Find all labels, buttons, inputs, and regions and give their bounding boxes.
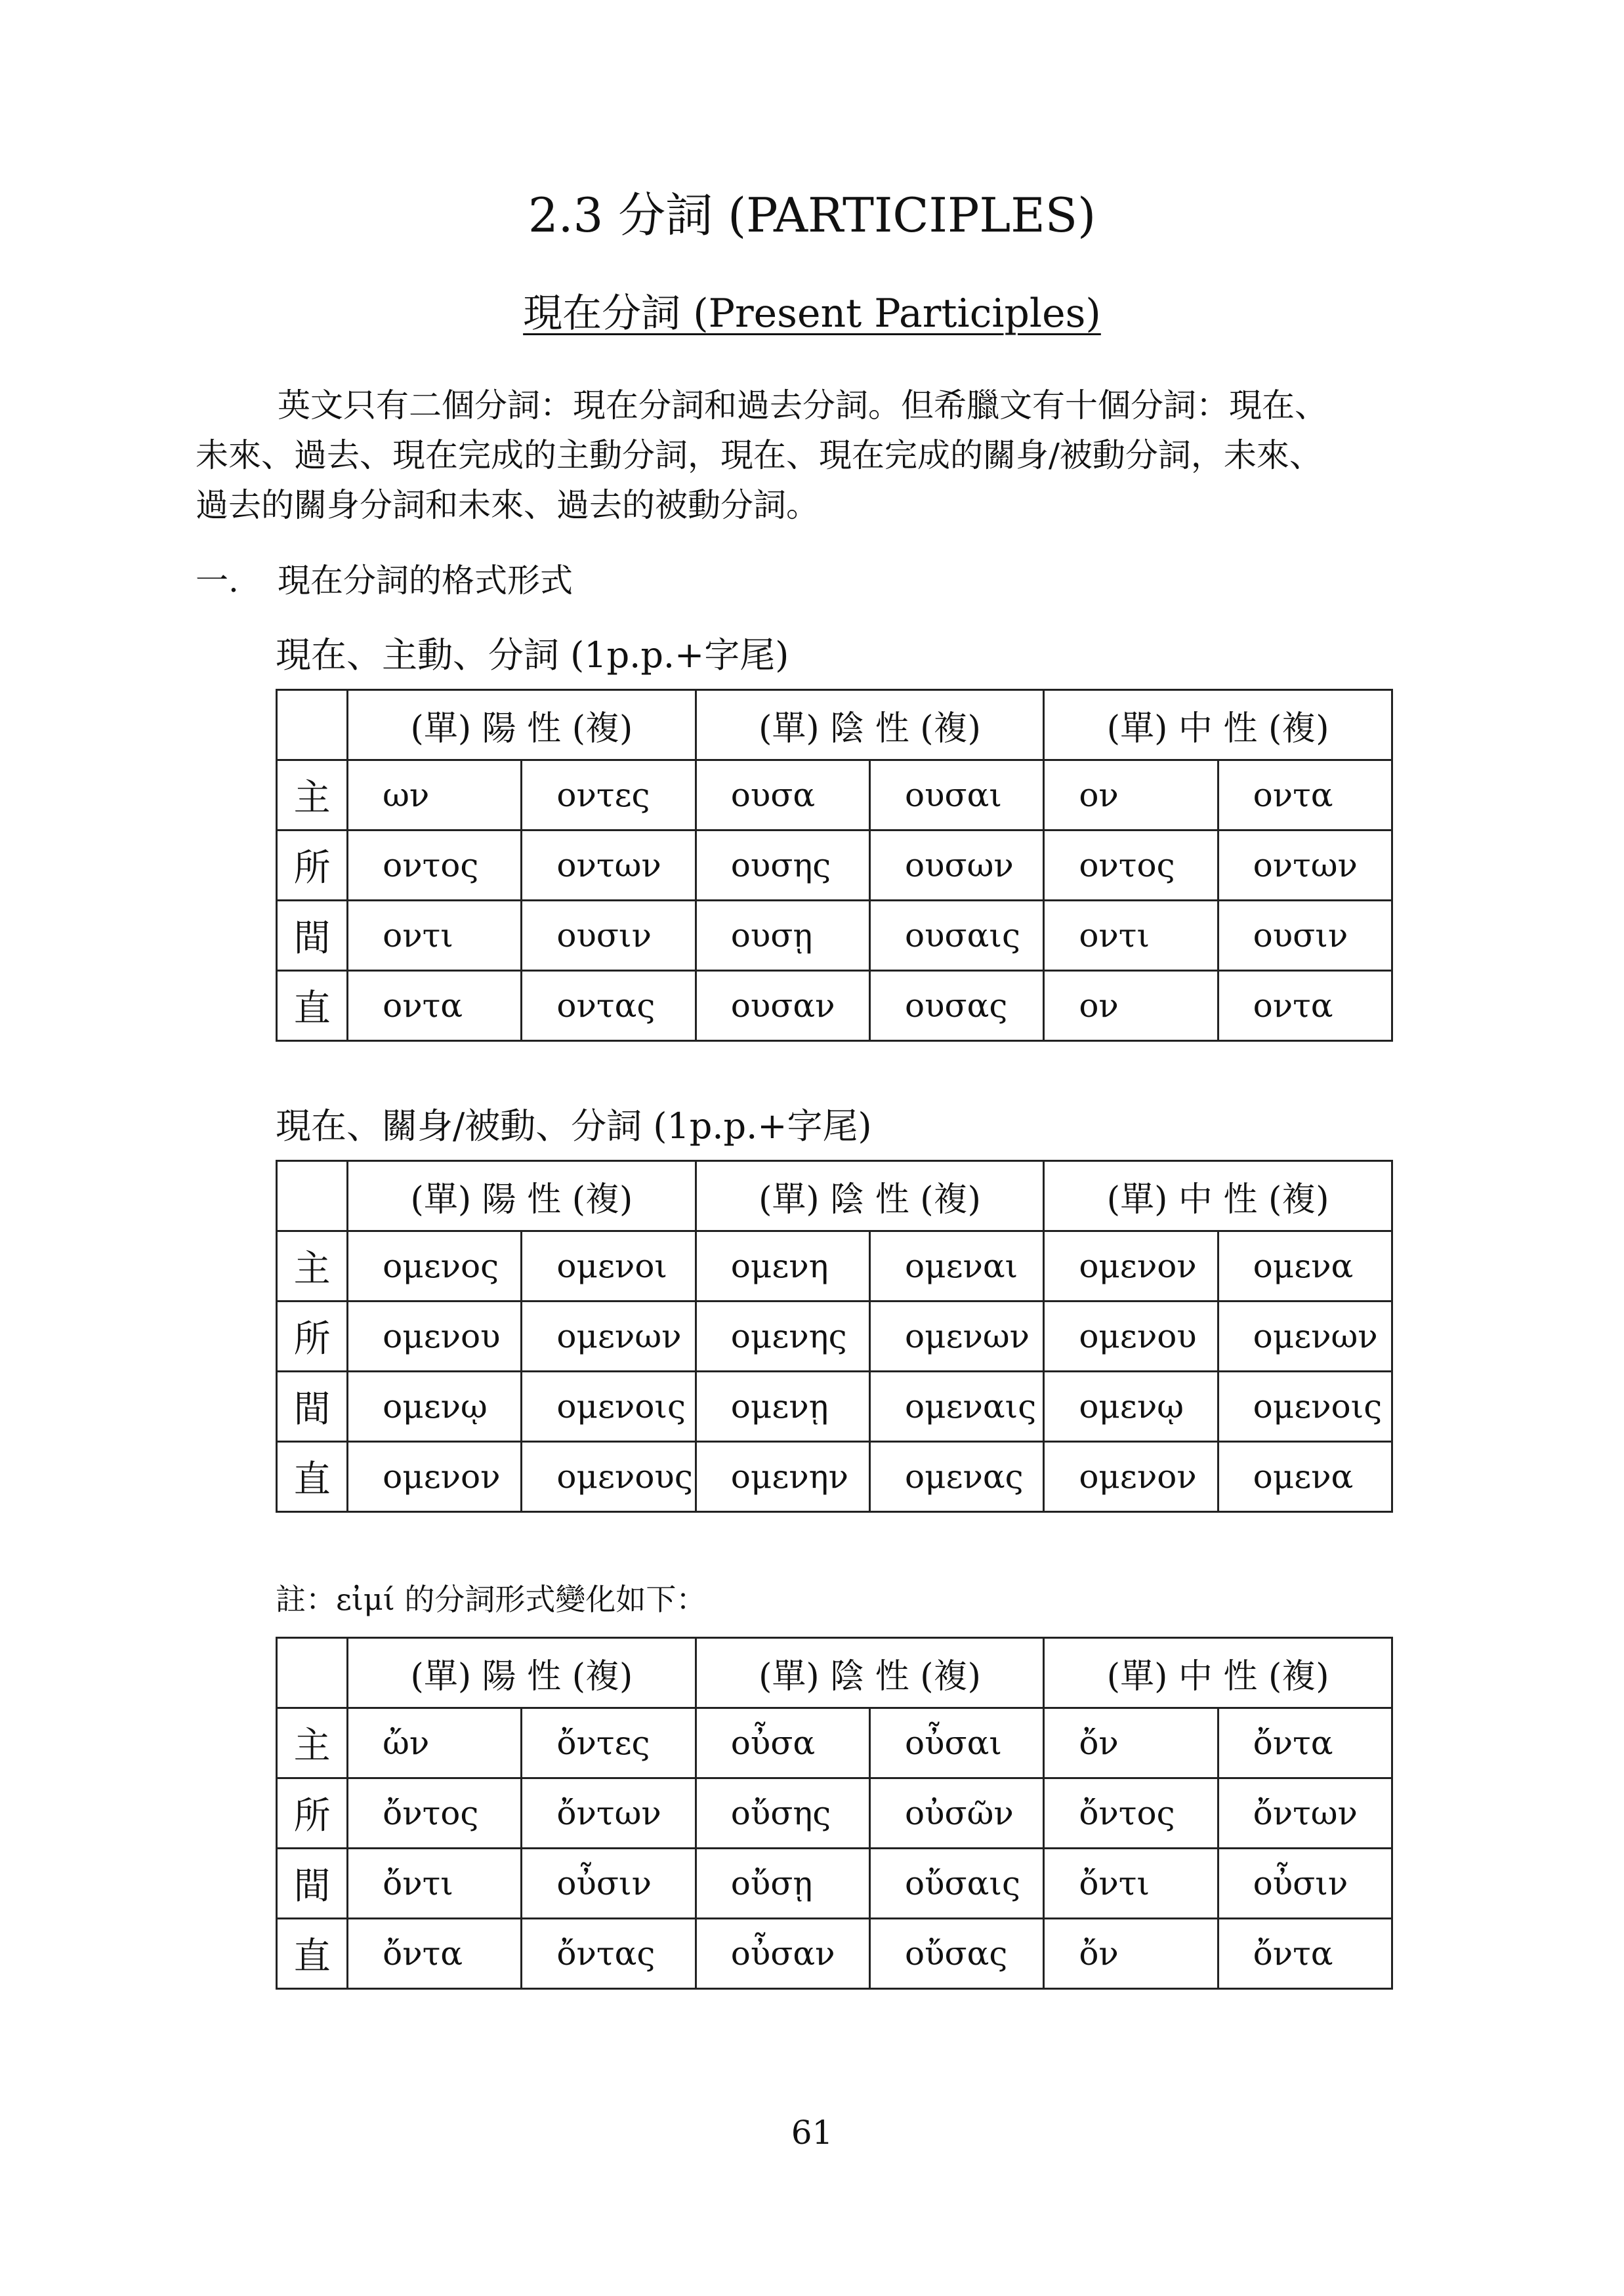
table-row — [277, 1231, 1392, 1302]
form-cell: οντος — [1044, 830, 1218, 901]
form-cell: ομενῳ — [1044, 1372, 1218, 1442]
form-cell: οντες — [522, 760, 696, 830]
page-number: 61 — [791, 2114, 833, 2152]
form-cell: οντα — [1218, 760, 1392, 830]
form-cell: οὐσῶν — [870, 1778, 1044, 1849]
form-cell: οὖσιν — [522, 1849, 696, 1919]
form-cell: ον — [1044, 971, 1218, 1041]
form-cell: ομενην — [696, 1442, 869, 1512]
page-title: 2.3 分詞 (PARTICIPLES) — [528, 188, 1096, 243]
gender-header: (單) 陰 性 (複) — [696, 1638, 1044, 1708]
form-cell: οντα — [348, 971, 522, 1041]
form-cell: ὄντα — [348, 1919, 522, 1989]
gender-header: (單) 中 性 (複) — [1044, 690, 1392, 760]
form-cell: ὄντες — [522, 1708, 696, 1778]
case-label: 直 — [277, 1919, 348, 1989]
form-cell: οὖσα — [696, 1708, 869, 1778]
paradigm-table-eimi — [276, 1637, 1393, 1990]
form-cell: ομενος — [348, 1231, 522, 1302]
table-row — [277, 830, 1392, 901]
form-cell: ομενων — [870, 1302, 1044, 1372]
section-heading — [196, 562, 573, 600]
form-cell: οὖσαι — [870, 1708, 1044, 1778]
form-cell: ομενα — [1218, 1442, 1392, 1512]
table-row — [277, 1442, 1392, 1512]
form-cell: ὄντα — [1218, 1919, 1392, 1989]
form-cell: ον — [1044, 760, 1218, 830]
form-cell: ομενον — [348, 1442, 522, 1512]
form-cell: οντων — [1218, 830, 1392, 901]
table-row — [277, 1778, 1392, 1849]
form-cell: ουσαι — [870, 760, 1044, 830]
case-label: 直 — [277, 971, 348, 1041]
table-header-row — [277, 1161, 1392, 1231]
table-row — [277, 1302, 1392, 1372]
form-cell: ὄν — [1044, 1708, 1218, 1778]
table-row — [277, 1708, 1392, 1778]
gender-header: (單) 陽 性 (複) — [348, 1638, 696, 1708]
form-cell: ὄντων — [522, 1778, 696, 1849]
form-cell: ομενους — [522, 1442, 696, 1512]
section-number: 一. — [196, 562, 239, 600]
table-row — [277, 760, 1392, 830]
form-cell: ουσα — [696, 760, 869, 830]
form-cell: ομενα — [1218, 1231, 1392, 1302]
form-cell: ουσης — [696, 830, 869, 901]
intro-line: 未來、過去、現在完成的主動分詞，現在、現在完成的關身/被動分詞，未來、 — [196, 436, 1322, 474]
form-cell: ομενῳ — [348, 1372, 522, 1442]
form-cell: ομεναι — [870, 1231, 1044, 1302]
case-label: 所 — [277, 1302, 348, 1372]
form-cell: ουσαν — [696, 971, 869, 1041]
form-cell: ουσων — [870, 830, 1044, 901]
case-label: 主 — [277, 1708, 348, 1778]
table-row — [277, 1849, 1392, 1919]
form-cell: ομενου — [348, 1302, 522, 1372]
intro-paragraph — [196, 380, 1429, 530]
form-cell: ομενοι — [522, 1231, 696, 1302]
gender-header: (單) 陰 性 (複) — [696, 690, 1044, 760]
form-cell: ομενη — [696, 1231, 869, 1302]
form-cell: οντι — [1044, 901, 1218, 971]
intro-line — [196, 380, 1429, 430]
form-cell: ὄντι — [348, 1849, 522, 1919]
intro-line-text: 英文只有二個分詞：現在分詞和過去分詞。但希臘文有十個分詞：現在、 — [278, 386, 1327, 424]
form-cell: οντων — [522, 830, 696, 901]
table-caption: 現在、主動、分詞 (1p.p.+字尾) — [276, 634, 789, 676]
form-cell: ουσιν — [1218, 901, 1392, 971]
form-cell: οντι — [348, 901, 522, 971]
case-label: 所 — [277, 830, 348, 901]
form-cell: ὄντας — [522, 1919, 696, 1989]
case-label: 主 — [277, 1231, 348, 1302]
corner-cell — [277, 1161, 348, 1231]
table-caption: 現在、關身/被動、分詞 (1p.p.+字尾) — [276, 1105, 872, 1147]
section-subtitle — [0, 291, 1624, 337]
form-cell: ὄντος — [348, 1778, 522, 1849]
form-cell: οὔσῃ — [696, 1849, 869, 1919]
form-cell: ομενας — [870, 1442, 1044, 1512]
table-header-row — [277, 1638, 1392, 1708]
gender-header: (單) 陽 性 (複) — [348, 1161, 696, 1231]
case-label: 間 — [277, 901, 348, 971]
case-label: 直 — [277, 1442, 348, 1512]
form-cell: ομεναις — [870, 1372, 1044, 1442]
paradigm-table-present-middle-passive — [276, 1160, 1393, 1513]
form-cell: ὄντα — [1218, 1708, 1392, 1778]
form-cell: ομενου — [1044, 1302, 1218, 1372]
table-row — [277, 971, 1392, 1041]
case-label: 主 — [277, 760, 348, 830]
form-cell: ομενον — [1044, 1231, 1218, 1302]
subtitle-text: 現在分詞 (Present Participles) — [523, 291, 1101, 337]
form-cell: ομενοις — [1218, 1372, 1392, 1442]
form-cell: ομενοις — [522, 1372, 696, 1442]
form-cell: οὔσας — [870, 1919, 1044, 1989]
form-cell: ομενον — [1044, 1442, 1218, 1512]
intro-line: 過去的關身分詞和未來、過去的被動分詞。 — [196, 486, 819, 524]
paradigm-table-present-active — [276, 689, 1393, 1042]
form-cell: οὖσαν — [696, 1919, 869, 1989]
form-cell: ουσας — [870, 971, 1044, 1041]
form-cell: ομενων — [522, 1302, 696, 1372]
table-row — [277, 901, 1392, 971]
table-row — [277, 1919, 1392, 1989]
case-label: 間 — [277, 1372, 348, 1442]
gender-header: (單) 陽 性 (複) — [348, 690, 696, 760]
form-cell: ομενῃ — [696, 1372, 869, 1442]
form-cell: οὖσιν — [1218, 1849, 1392, 1919]
note-text: 註：εἰμί 的分詞形式變化如下： — [276, 1582, 707, 1617]
form-cell: ὄντος — [1044, 1778, 1218, 1849]
form-cell: ομενης — [696, 1302, 869, 1372]
form-cell: οντας — [522, 971, 696, 1041]
gender-header: (單) 中 性 (複) — [1044, 1638, 1392, 1708]
form-cell: ὄντι — [1044, 1849, 1218, 1919]
form-cell: οὔσης — [696, 1778, 869, 1849]
form-cell: ουσιν — [522, 901, 696, 971]
form-cell: ὄντων — [1218, 1778, 1392, 1849]
form-cell: ὄν — [1044, 1919, 1218, 1989]
case-label: 所 — [277, 1778, 348, 1849]
form-cell: ὤν — [348, 1708, 522, 1778]
form-cell: οντα — [1218, 971, 1392, 1041]
form-cell: ουσαις — [870, 901, 1044, 971]
form-cell: οὔσαις — [870, 1849, 1044, 1919]
corner-cell — [277, 1638, 348, 1708]
form-cell: ουσῃ — [696, 901, 869, 971]
form-cell: ομενων — [1218, 1302, 1392, 1372]
gender-header: (單) 中 性 (複) — [1044, 1161, 1392, 1231]
table-row — [277, 1372, 1392, 1442]
case-label: 間 — [277, 1849, 348, 1919]
table-header-row — [277, 690, 1392, 760]
form-cell: οντος — [348, 830, 522, 901]
gender-header: (單) 陰 性 (複) — [696, 1161, 1044, 1231]
corner-cell — [277, 690, 348, 760]
section-label: 現在分詞的格式形式 — [278, 562, 573, 600]
form-cell: ων — [348, 760, 522, 830]
